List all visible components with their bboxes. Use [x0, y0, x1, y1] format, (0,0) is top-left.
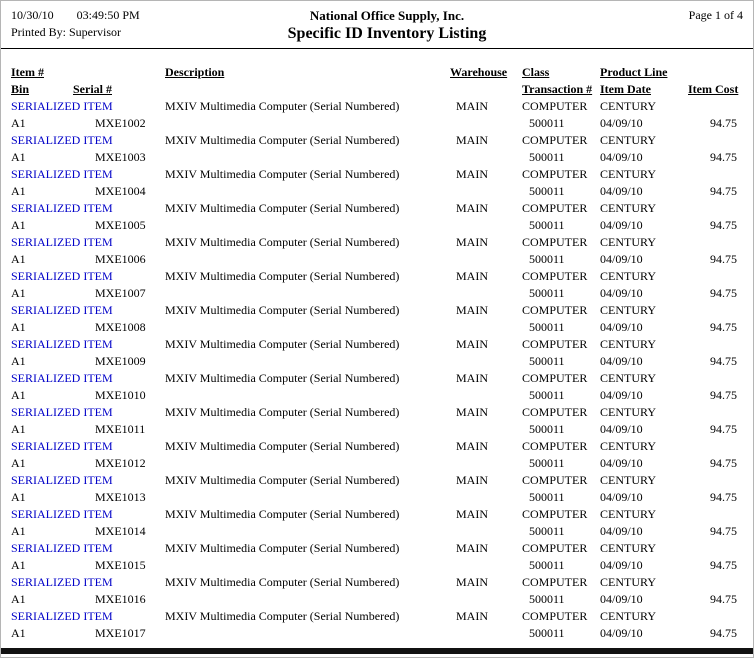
- table-row: [9, 301, 747, 318]
- table-row: [9, 590, 747, 607]
- report-title: Specific ID Inventory Listing: [287, 25, 487, 42]
- item-cell: [9, 369, 163, 386]
- description-cell: MXIV Multimedia Computer (Serial Numbered): [165, 167, 400, 181]
- empty-cell: [448, 522, 520, 539]
- page-bottom-rule: [1, 648, 753, 654]
- empty-cell: [163, 624, 448, 641]
- transaction-cell: 500011: [529, 524, 565, 538]
- empty-cell: [448, 454, 520, 471]
- item-cost-cell: 94.75: [710, 592, 737, 606]
- warehouse-cell: MAIN: [456, 201, 488, 215]
- product-line-cell: CENTURY: [600, 99, 657, 113]
- report-body: [9, 97, 747, 641]
- empty-cell: [448, 182, 520, 199]
- item-cost-cell: 94.75: [710, 490, 737, 504]
- header-right: [593, 7, 743, 44]
- empty-cell: [448, 488, 520, 505]
- empty-cost-cell: [686, 471, 747, 488]
- warehouse-cell: MAIN: [456, 507, 488, 521]
- item-cell: [9, 573, 163, 590]
- table-row: [9, 454, 747, 471]
- empty-cell: [448, 114, 520, 131]
- item-cell: [9, 505, 163, 522]
- transaction-cell: 500011: [529, 184, 565, 198]
- warehouse-cell: MAIN: [456, 133, 488, 147]
- item-date-cell: 04/09/10: [600, 320, 643, 334]
- empty-cell: [448, 148, 520, 165]
- warehouse-cell: MAIN: [456, 575, 488, 589]
- table-row: [9, 539, 747, 556]
- item-cell: [9, 165, 163, 182]
- item-cost-cell: 94.75: [710, 626, 737, 640]
- column-header-transaction: Transaction #: [522, 82, 593, 96]
- empty-cost-cell: [686, 301, 747, 318]
- item-link[interactable]: SERIALIZED ITEM: [11, 133, 113, 147]
- empty-cell: [163, 182, 448, 199]
- item-cell: [9, 97, 163, 114]
- bin-cell: A1: [11, 388, 26, 402]
- description-cell: MXIV Multimedia Computer (Serial Numbered): [165, 133, 400, 147]
- empty-cost-cell: [686, 437, 747, 454]
- transaction-cell: 500011: [529, 320, 565, 334]
- item-cost-cell: 94.75: [710, 286, 737, 300]
- description-cell: MXIV Multimedia Computer (Serial Numbered): [165, 575, 400, 589]
- bin-cell: A1: [11, 354, 26, 368]
- empty-cell: [163, 454, 448, 471]
- item-cell: [9, 607, 163, 624]
- table-header: [9, 63, 747, 97]
- warehouse-cell: MAIN: [456, 99, 488, 113]
- class-cell: COMPUTER: [522, 473, 588, 487]
- class-cell: COMPUTER: [522, 439, 588, 453]
- empty-cell: [448, 352, 520, 369]
- serial-cell: MXE1014: [95, 524, 146, 538]
- warehouse-cell: MAIN: [456, 269, 488, 283]
- item-cost-cell: 94.75: [710, 116, 737, 130]
- empty-cell: [448, 250, 520, 267]
- bin-cell: A1: [11, 592, 26, 606]
- item-cell: [9, 403, 163, 420]
- empty-cell: [448, 420, 520, 437]
- transaction-cell: 500011: [529, 218, 565, 232]
- product-line-cell: CENTURY: [600, 609, 657, 623]
- description-cell: MXIV Multimedia Computer (Serial Numbered): [165, 235, 400, 249]
- serial-cell: MXE1011: [95, 422, 146, 436]
- column-header-blank: [163, 80, 448, 97]
- class-cell: COMPUTER: [522, 235, 588, 249]
- transaction-cell: 500011: [529, 422, 565, 436]
- column-header-description: Description: [165, 65, 225, 79]
- product-line-cell: CENTURY: [600, 371, 657, 385]
- item-cost-cell: 94.75: [710, 252, 737, 266]
- empty-cell: [448, 318, 520, 335]
- warehouse-cell: MAIN: [456, 371, 488, 385]
- item-cost-cell: 94.75: [710, 524, 737, 538]
- empty-cell: [163, 250, 448, 267]
- class-cell: COMPUTER: [522, 609, 588, 623]
- column-header-serial: Serial #: [73, 82, 112, 96]
- empty-cost-cell: [686, 505, 747, 522]
- table-row: [9, 233, 747, 250]
- empty-cell: [163, 148, 448, 165]
- class-cell: COMPUTER: [522, 303, 588, 317]
- empty-cell: [163, 556, 448, 573]
- table-row: [9, 284, 747, 301]
- empty-cell: [448, 556, 520, 573]
- serial-cell: MXE1003: [95, 150, 146, 164]
- transaction-cell: 500011: [529, 592, 565, 606]
- table-row: [9, 624, 747, 641]
- table-row: [9, 318, 747, 335]
- table-row: [9, 199, 747, 216]
- empty-cost-cell: [686, 199, 747, 216]
- table-row: [9, 403, 747, 420]
- description-cell: MXIV Multimedia Computer (Serial Numbered): [165, 473, 400, 487]
- item-cost-cell: 94.75: [710, 218, 737, 232]
- table-row: [9, 522, 747, 539]
- column-header-blank: [448, 80, 520, 97]
- class-cell: COMPUTER: [522, 201, 588, 215]
- warehouse-cell: MAIN: [456, 167, 488, 181]
- empty-cell: [448, 216, 520, 233]
- item-cell: [9, 131, 163, 148]
- description-cell: MXIV Multimedia Computer (Serial Numbered): [165, 507, 400, 521]
- table-row: [9, 420, 747, 437]
- transaction-cell: 500011: [529, 490, 565, 504]
- table-row: [9, 607, 747, 624]
- table-row: [9, 488, 747, 505]
- item-date-cell: 04/09/10: [600, 218, 643, 232]
- empty-cost-cell: [686, 233, 747, 250]
- transaction-cell: 500011: [529, 456, 565, 470]
- table-row: [9, 165, 747, 182]
- empty-cell: [163, 352, 448, 369]
- item-link[interactable]: SERIALIZED ITEM: [11, 507, 113, 521]
- description-cell: MXIV Multimedia Computer (Serial Numbered): [165, 439, 400, 453]
- empty-cell: [163, 420, 448, 437]
- class-cell: COMPUTER: [522, 541, 588, 555]
- class-cell: COMPUTER: [522, 167, 588, 181]
- empty-cell: [448, 590, 520, 607]
- item-cell: [9, 199, 163, 216]
- bin-cell: A1: [11, 558, 26, 572]
- empty-cell: [163, 318, 448, 335]
- table-row: [9, 114, 747, 131]
- table-row: [9, 573, 747, 590]
- bin-cell: A1: [11, 456, 26, 470]
- serial-cell: MXE1004: [95, 184, 146, 198]
- empty-cost-cell: [686, 97, 747, 114]
- item-date-cell: 04/09/10: [600, 592, 643, 606]
- item-cost-cell: 94.75: [710, 320, 737, 334]
- item-link[interactable]: SERIALIZED ITEM: [11, 405, 113, 419]
- product-line-cell: CENTURY: [600, 337, 657, 351]
- company-name: National Office Supply, Inc.: [309, 8, 465, 23]
- item-link[interactable]: SERIALIZED ITEM: [11, 575, 113, 589]
- class-cell: COMPUTER: [522, 99, 588, 113]
- transaction-cell: 500011: [529, 116, 565, 130]
- bin-cell: A1: [11, 286, 26, 300]
- bin-cell: A1: [11, 626, 26, 640]
- serial-cell: MXE1010: [95, 388, 146, 402]
- bin-cell: A1: [11, 184, 26, 198]
- item-cost-cell: 94.75: [710, 422, 737, 436]
- serial-cell: MXE1015: [95, 558, 146, 572]
- empty-cost-cell: [686, 335, 747, 352]
- bin-cell: A1: [11, 116, 26, 130]
- product-line-cell: CENTURY: [600, 201, 657, 215]
- item-link[interactable]: SERIALIZED ITEM: [11, 541, 113, 555]
- empty-cell: [163, 386, 448, 403]
- column-header-item: Item #: [11, 65, 44, 79]
- serial-cell: MXE1012: [95, 456, 146, 470]
- empty-cost-cell: [686, 369, 747, 386]
- serial-cell: MXE1009: [95, 354, 146, 368]
- description-cell: MXIV Multimedia Computer (Serial Numbered): [165, 303, 400, 317]
- item-date-cell: 04/09/10: [600, 116, 643, 130]
- table-row: [9, 335, 747, 352]
- item-date-cell: 04/09/10: [600, 184, 643, 198]
- class-cell: COMPUTER: [522, 371, 588, 385]
- table-row: [9, 386, 747, 403]
- product-line-cell: CENTURY: [600, 303, 657, 317]
- warehouse-cell: MAIN: [456, 235, 488, 249]
- item-cost-cell: 94.75: [710, 456, 737, 470]
- empty-cell: [163, 522, 448, 539]
- column-header-blank: [686, 63, 747, 80]
- item-cost-cell: 94.75: [710, 184, 737, 198]
- transaction-cell: 500011: [529, 252, 565, 266]
- bin-cell: A1: [11, 524, 26, 538]
- empty-cost-cell: [686, 607, 747, 624]
- description-cell: MXIV Multimedia Computer (Serial Numbered): [165, 269, 400, 283]
- empty-cost-cell: [686, 267, 747, 284]
- item-cell: [9, 301, 163, 318]
- report-time: 03:49:50 PM: [76, 8, 140, 22]
- warehouse-cell: MAIN: [456, 541, 488, 555]
- empty-cost-cell: [686, 165, 747, 182]
- page-number: Page 1 of 4: [688, 8, 743, 22]
- bin-cell: A1: [11, 320, 26, 334]
- header-row-2: [9, 80, 747, 97]
- empty-cell: [448, 624, 520, 641]
- serial-cell: MXE1016: [95, 592, 146, 606]
- bin-cell: A1: [11, 490, 26, 504]
- bin-cell: A1: [11, 150, 26, 164]
- transaction-cell: 500011: [529, 286, 565, 300]
- bin-cell: A1: [11, 218, 26, 232]
- report-date: 10/30/10: [11, 8, 54, 22]
- table-row: [9, 505, 747, 522]
- item-link[interactable]: SERIALIZED ITEM: [11, 609, 113, 623]
- item-date-cell: 04/09/10: [600, 252, 643, 266]
- warehouse-cell: MAIN: [456, 439, 488, 453]
- serial-cell: MXE1013: [95, 490, 146, 504]
- transaction-cell: 500011: [529, 626, 565, 640]
- transaction-cell: 500011: [529, 354, 565, 368]
- column-header-class: Class: [522, 65, 550, 79]
- table-row: [9, 182, 747, 199]
- class-cell: COMPUTER: [522, 133, 588, 147]
- product-line-cell: CENTURY: [600, 269, 657, 283]
- empty-cell: [448, 284, 520, 301]
- column-header-bin: Bin: [11, 82, 30, 96]
- empty-cost-cell: [686, 573, 747, 590]
- item-cell: [9, 437, 163, 454]
- table-row: [9, 471, 747, 488]
- transaction-cell: 500011: [529, 558, 565, 572]
- item-link[interactable]: SERIALIZED ITEM: [11, 201, 113, 215]
- product-line-cell: CENTURY: [600, 405, 657, 419]
- item-link[interactable]: SERIALIZED ITEM: [11, 337, 113, 351]
- item-date-cell: 04/09/10: [600, 354, 643, 368]
- item-link[interactable]: SERIALIZED ITEM: [11, 167, 113, 181]
- serial-cell: MXE1006: [95, 252, 146, 266]
- table-row: [9, 556, 747, 573]
- header-left: [11, 7, 181, 44]
- product-line-cell: CENTURY: [600, 439, 657, 453]
- item-date-cell: 04/09/10: [600, 456, 643, 470]
- product-line-cell: CENTURY: [600, 473, 657, 487]
- item-date-cell: 04/09/10: [600, 558, 643, 572]
- item-link[interactable]: SERIALIZED ITEM: [11, 473, 113, 487]
- report-header: [1, 1, 753, 49]
- item-date-cell: 04/09/10: [600, 490, 643, 504]
- table-row: [9, 97, 747, 114]
- empty-cell: [163, 216, 448, 233]
- item-cell: [9, 471, 163, 488]
- column-header-warehouse: Warehouse: [450, 65, 508, 79]
- transaction-cell: 500011: [529, 388, 565, 402]
- column-header-item-cost: Item Cost: [688, 82, 739, 96]
- serial-cell: MXE1002: [95, 116, 146, 130]
- product-line-cell: CENTURY: [600, 575, 657, 589]
- warehouse-cell: MAIN: [456, 473, 488, 487]
- transaction-cell: 500011: [529, 150, 565, 164]
- product-line-cell: CENTURY: [600, 507, 657, 521]
- table-row: [9, 216, 747, 233]
- serial-cell: MXE1008: [95, 320, 146, 334]
- product-line-cell: CENTURY: [600, 133, 657, 147]
- item-cell: [9, 539, 163, 556]
- item-cost-cell: 94.75: [710, 388, 737, 402]
- description-cell: MXIV Multimedia Computer (Serial Numbered): [165, 201, 400, 215]
- item-date-cell: 04/09/10: [600, 150, 643, 164]
- item-link[interactable]: SERIALIZED ITEM: [11, 235, 113, 249]
- product-line-cell: CENTURY: [600, 167, 657, 181]
- table-row: [9, 352, 747, 369]
- description-cell: MXIV Multimedia Computer (Serial Numbered): [165, 541, 400, 555]
- table-row: [9, 267, 747, 284]
- serial-cell: MXE1005: [95, 218, 146, 232]
- class-cell: COMPUTER: [522, 269, 588, 283]
- empty-cell: [163, 590, 448, 607]
- empty-cell: [163, 114, 448, 131]
- inventory-table: [9, 63, 747, 641]
- description-cell: MXIV Multimedia Computer (Serial Numbered): [165, 371, 400, 385]
- empty-cost-cell: [686, 403, 747, 420]
- header-row-1: [9, 63, 747, 80]
- product-line-cell: CENTURY: [600, 541, 657, 555]
- item-link[interactable]: SERIALIZED ITEM: [11, 269, 113, 283]
- class-cell: COMPUTER: [522, 337, 588, 351]
- warehouse-cell: MAIN: [456, 405, 488, 419]
- description-cell: MXIV Multimedia Computer (Serial Numbered): [165, 609, 400, 623]
- product-line-cell: CENTURY: [600, 235, 657, 249]
- item-link[interactable]: SERIALIZED ITEM: [11, 303, 113, 317]
- column-header-item-date: Item Date: [600, 82, 651, 96]
- item-date-cell: 04/09/10: [600, 626, 643, 640]
- item-cell: [9, 267, 163, 284]
- item-link[interactable]: SERIALIZED ITEM: [11, 439, 113, 453]
- table-row: [9, 131, 747, 148]
- serial-cell: MXE1017: [95, 626, 146, 640]
- class-cell: COMPUTER: [522, 575, 588, 589]
- empty-cell: [163, 284, 448, 301]
- item-cost-cell: 94.75: [710, 354, 737, 368]
- table-row: [9, 250, 747, 267]
- description-cell: MXIV Multimedia Computer (Serial Numbered): [165, 99, 400, 113]
- class-cell: COMPUTER: [522, 507, 588, 521]
- item-cost-cell: 94.75: [710, 150, 737, 164]
- header-center: [181, 7, 593, 44]
- printed-by: Printed By: Supervisor: [11, 25, 121, 39]
- empty-cost-cell: [686, 131, 747, 148]
- warehouse-cell: MAIN: [456, 303, 488, 317]
- column-header-product-line: Product Line: [600, 65, 668, 79]
- description-cell: MXIV Multimedia Computer (Serial Numbered): [165, 337, 400, 351]
- item-date-cell: 04/09/10: [600, 388, 643, 402]
- description-cell: MXIV Multimedia Computer (Serial Numbered): [165, 405, 400, 419]
- item-date-cell: 04/09/10: [600, 524, 643, 538]
- class-cell: COMPUTER: [522, 405, 588, 419]
- table-row: [9, 437, 747, 454]
- warehouse-cell: MAIN: [456, 609, 488, 623]
- item-date-cell: 04/09/10: [600, 286, 643, 300]
- item-date-cell: 04/09/10: [600, 422, 643, 436]
- empty-cost-cell: [686, 539, 747, 556]
- item-link[interactable]: SERIALIZED ITEM: [11, 371, 113, 385]
- item-cell: [9, 335, 163, 352]
- warehouse-cell: MAIN: [456, 337, 488, 351]
- table-row: [9, 148, 747, 165]
- table-row: [9, 369, 747, 386]
- empty-cell: [448, 386, 520, 403]
- empty-cell: [163, 488, 448, 505]
- bin-cell: A1: [11, 422, 26, 436]
- bin-cell: A1: [11, 252, 26, 266]
- serial-cell: MXE1007: [95, 286, 146, 300]
- item-cell: [9, 233, 163, 250]
- item-link[interactable]: SERIALIZED ITEM: [11, 99, 113, 113]
- item-cost-cell: 94.75: [710, 558, 737, 572]
